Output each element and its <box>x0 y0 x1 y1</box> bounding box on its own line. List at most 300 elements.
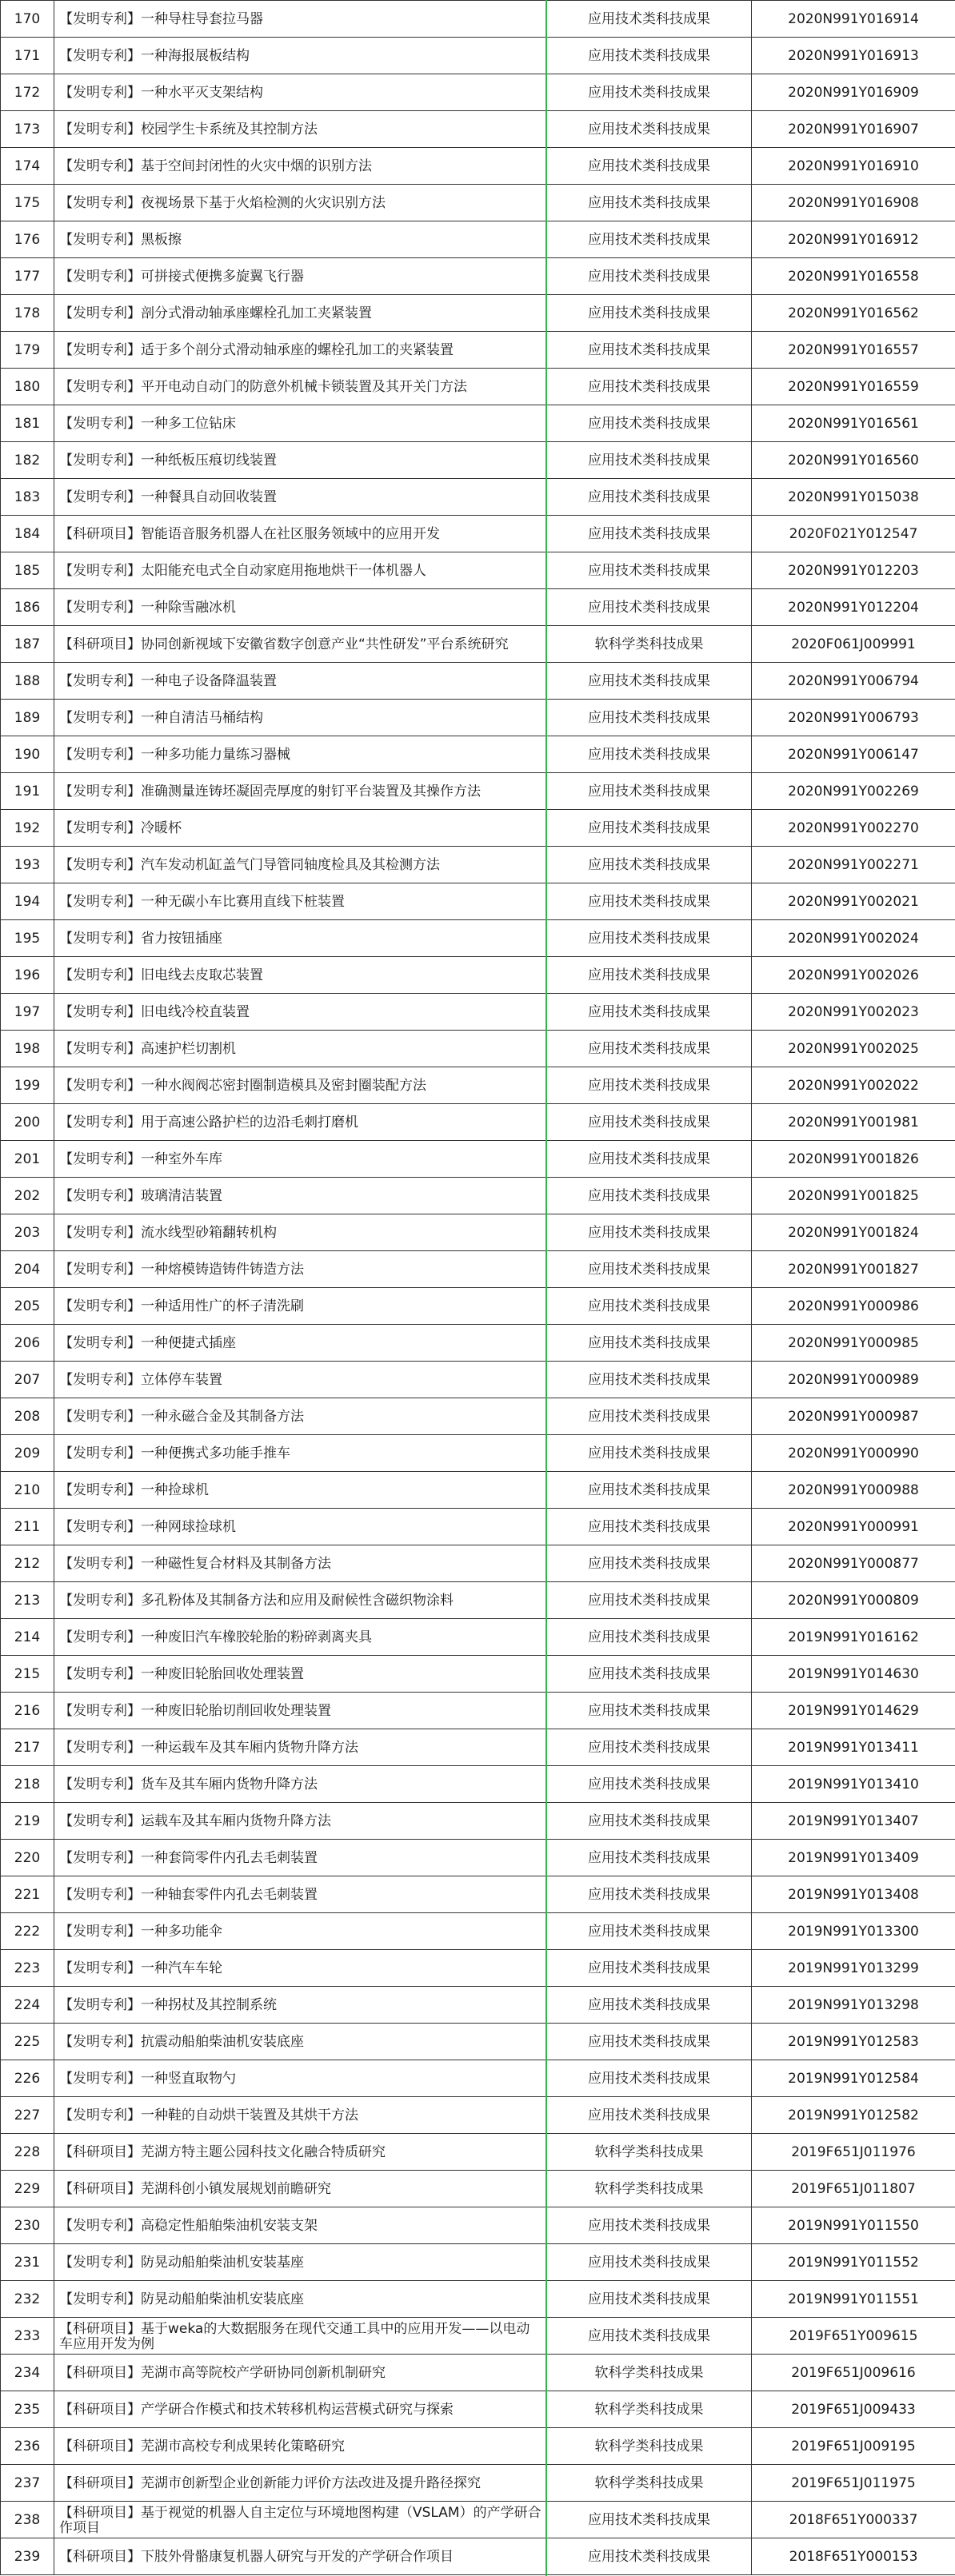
achievement-category-text: 应用技术类科技成果 <box>588 525 710 542</box>
achievement-name-text: 【发明专利】一种运载车及其车厢内货物升降方法 <box>59 1739 358 1756</box>
row-number-cell <box>1 736 54 773</box>
achievement-name-cell <box>54 332 547 369</box>
achievement-category-text: 应用技术类科技成果 <box>588 2070 710 2087</box>
achievement-category-cell <box>547 111 752 148</box>
achievement-name-text: 【发明专利】旧电线冷校直装置 <box>59 1003 250 1020</box>
achievement-name-cell <box>54 2502 547 2538</box>
row-number-cell <box>1 74 54 111</box>
registration-code-cell <box>752 663 955 700</box>
achievement-category-text: 应用技术类科技成果 <box>588 1996 710 2013</box>
table-row <box>1 1729 955 1766</box>
row-number-text: 181 <box>14 415 41 432</box>
registration-code-text: 2019N991Y013300 <box>788 1923 919 1940</box>
achievement-category-cell <box>547 1104 752 1141</box>
registration-code-cell <box>752 920 955 957</box>
achievement-category-text: 应用技术类科技成果 <box>588 1371 710 1388</box>
registration-code-text: 2020F021Y012547 <box>789 525 918 542</box>
row-number-cell <box>1 2097 54 2134</box>
registration-code-text: 2020N991Y006147 <box>788 746 919 763</box>
row-number-cell <box>1 1214 54 1251</box>
table-row <box>1 221 955 258</box>
row-number-text: 235 <box>14 2401 41 2418</box>
achievement-name-cell <box>54 2207 547 2244</box>
row-number-text: 193 <box>14 856 41 873</box>
achievement-category-cell <box>547 626 752 663</box>
achievement-name-text: 【发明专利】太阳能充电式全自动家庭用拖地烘干一体机器人 <box>59 562 426 579</box>
achievement-name-text: 【发明专利】一种餐具自动回收装置 <box>59 488 277 505</box>
registration-code-text: 2020N991Y000809 <box>788 1592 919 1609</box>
achievement-category-cell <box>547 1472 752 1509</box>
row-number-text: 203 <box>14 1224 41 1241</box>
achievement-category-text: 软科学类科技成果 <box>594 2438 704 2454</box>
table-row <box>1 295 955 332</box>
registration-code-cell <box>752 2244 955 2281</box>
registration-code-cell <box>752 2318 955 2355</box>
table-row <box>1 1987 955 2024</box>
row-number-cell <box>1 2281 54 2318</box>
achievement-name-text: 【发明专利】一种适用性广的杯子清洗刷 <box>59 1298 304 1314</box>
table-row <box>1 1325 955 1362</box>
table-row <box>1 442 955 479</box>
achievement-category-text: 应用技术类科技成果 <box>588 1960 710 1976</box>
registration-code-cell <box>752 883 955 920</box>
registration-code-cell <box>752 479 955 516</box>
achievement-name-cell <box>54 810 547 847</box>
row-number-text: 221 <box>14 1886 41 1903</box>
row-number-cell <box>1 2465 54 2502</box>
row-number-text: 177 <box>14 268 41 285</box>
achievement-name-text: 【科研项目】芜湖科创小镇发展规划前瞻研究 <box>59 2180 331 2197</box>
achievement-name-text: 【发明专利】一种多工位钻床 <box>59 415 236 432</box>
table-row <box>1 74 955 111</box>
registration-code-text: 2019N991Y012582 <box>788 2107 919 2123</box>
achievement-name-cell <box>54 1803 547 1840</box>
achievement-category-text: 应用技术类科技成果 <box>588 84 710 101</box>
registration-code-text: 2019N991Y016162 <box>788 1629 919 1645</box>
achievement-category-cell <box>547 185 752 221</box>
table-row <box>1 1509 955 1545</box>
row-number-text: 212 <box>14 1555 41 1572</box>
registration-code-text: 2019F651J011975 <box>791 2474 916 2491</box>
achievement-category-text: 应用技术类科技成果 <box>588 672 710 689</box>
table-row <box>1 1803 955 1840</box>
row-number-cell <box>1 38 54 74</box>
table-row <box>1 516 955 552</box>
row-number-cell <box>1 883 54 920</box>
table-row <box>1 2207 955 2244</box>
table-row <box>1 2097 955 2134</box>
achievement-category-cell <box>547 1803 752 1840</box>
table-row <box>1 1950 955 1987</box>
row-number-text: 191 <box>14 783 41 800</box>
row-number-cell <box>1 2060 54 2097</box>
registration-code-text: 2019N991Y013409 <box>788 1849 919 1866</box>
row-number-cell <box>1 1067 54 1104</box>
table-row <box>1 1656 955 1693</box>
registration-code-cell <box>752 1840 955 1876</box>
achievement-category-text: 应用技术类科技成果 <box>588 1481 710 1498</box>
registration-code-text: 2020N991Y000985 <box>788 1334 919 1351</box>
achievement-category-text: 应用技术类科技成果 <box>588 1739 710 1756</box>
achievement-category-text: 应用技术类科技成果 <box>588 1150 710 1167</box>
row-number-text: 190 <box>14 746 41 763</box>
achievement-name-cell <box>54 1913 547 1950</box>
achievement-name-cell <box>54 516 547 552</box>
achievement-category-text: 应用技术类科技成果 <box>588 1665 710 1682</box>
registration-code-cell <box>752 1325 955 1362</box>
registration-code-text: 2020N991Y002026 <box>788 967 919 983</box>
achievement-category-text: 应用技术类科技成果 <box>588 1923 710 1940</box>
registration-code-text: 2020N991Y016558 <box>788 268 919 285</box>
achievement-name-cell <box>54 994 547 1031</box>
achievement-name-cell <box>54 2318 547 2355</box>
achievement-category-text: 应用技术类科技成果 <box>588 1040 710 1057</box>
row-number-text: 217 <box>14 1739 41 1756</box>
row-number-cell <box>1 1803 54 1840</box>
achievement-name-cell <box>54 1251 547 1288</box>
achievement-name-text: 【发明专利】一种电子设备降温装置 <box>59 672 277 689</box>
achievement-category-text: 应用技术类科技成果 <box>588 1261 710 1278</box>
row-number-text: 185 <box>14 562 41 579</box>
row-number-cell <box>1 1876 54 1913</box>
achievement-name-cell <box>54 1619 547 1656</box>
registration-code-text: 2020F061J009991 <box>791 636 916 652</box>
registration-code-cell <box>752 994 955 1031</box>
registration-code-cell <box>752 2538 955 2575</box>
achievement-category-cell <box>547 2097 752 2134</box>
achievement-name-text: 【发明专利】一种便捷式插座 <box>59 1334 236 1351</box>
achievement-category-cell <box>547 2024 752 2060</box>
achievement-category-cell <box>547 1435 752 1472</box>
row-number-cell <box>1 589 54 626</box>
achievement-name-text: 【发明专利】可拼接式便携多旋翼飞行器 <box>59 268 304 285</box>
registration-code-cell <box>752 1251 955 1288</box>
row-number-text: 231 <box>14 2254 41 2271</box>
achievement-name-cell <box>54 1509 547 1545</box>
achievement-name-cell <box>54 1766 547 1803</box>
achievement-category-text: 应用技术类科技成果 <box>588 121 710 138</box>
registration-code-cell <box>752 442 955 479</box>
achievement-name-cell <box>54 405 547 442</box>
achievement-name-cell <box>54 2244 547 2281</box>
registration-code-cell <box>752 1 955 38</box>
achievement-name-cell <box>54 700 547 736</box>
achievement-category-cell <box>547 258 752 295</box>
row-number-cell <box>1 111 54 148</box>
registration-code-cell <box>752 1656 955 1693</box>
registration-code-text: 2020N991Y000991 <box>788 1518 919 1535</box>
row-number-cell <box>1 2024 54 2060</box>
achievement-category-cell <box>547 2355 752 2391</box>
achievement-category-cell <box>547 442 752 479</box>
achievement-category-cell <box>547 1545 752 1582</box>
achievement-category-text: 应用技术类科技成果 <box>588 1408 710 1425</box>
achievement-name-cell <box>54 2538 547 2575</box>
achievement-category-cell <box>547 1325 752 1362</box>
registration-code-text: 2020N991Y002025 <box>788 1040 919 1057</box>
row-number-cell <box>1 516 54 552</box>
table-row <box>1 369 955 405</box>
registration-code-text: 2019F651J009195 <box>791 2438 916 2454</box>
achievement-category-text: 应用技术类科技成果 <box>588 1334 710 1351</box>
row-number-cell <box>1 1545 54 1582</box>
achievement-name-cell <box>54 1398 547 1435</box>
achievement-category-text: 软科学类科技成果 <box>594 2474 704 2491</box>
registration-code-text: 2020N991Y012204 <box>788 599 919 616</box>
registration-code-text: 2020N991Y002021 <box>788 893 919 910</box>
achievement-name-text: 【发明专利】省力按钮插座 <box>59 930 222 947</box>
row-number-text: 215 <box>14 1665 41 1682</box>
achievement-category-text: 应用技术类科技成果 <box>588 194 710 211</box>
achievement-name-cell <box>54 74 547 111</box>
row-number-text: 229 <box>14 2180 41 2197</box>
achievement-name-cell <box>54 663 547 700</box>
registration-code-text: 2020N991Y016913 <box>788 47 919 64</box>
achievement-category-text: 应用技术类科技成果 <box>588 709 710 726</box>
achievement-name-cell <box>54 2391 547 2428</box>
achievement-name-cell <box>54 258 547 295</box>
achievement-name-cell <box>54 2281 547 2318</box>
achievement-name-text: 【发明专利】一种套筒零件内孔去毛刺装置 <box>59 1849 318 1866</box>
registration-code-cell <box>752 1178 955 1214</box>
achievement-category-text: 应用技术类科技成果 <box>588 341 710 358</box>
registration-code-text: 2019N991Y011551 <box>788 2291 919 2307</box>
registration-code-cell <box>752 111 955 148</box>
table-row <box>1 589 955 626</box>
row-number-text: 210 <box>14 1481 41 1498</box>
registration-code-text: 2019F651Y009615 <box>789 2327 918 2344</box>
row-number-text: 226 <box>14 2070 41 2087</box>
table-row <box>1 2171 955 2207</box>
table-row <box>1 2024 955 2060</box>
registration-code-text: 2019N991Y012584 <box>788 2070 919 2087</box>
achievement-name-text: 【发明专利】一种鞋的自动烘干装置及其烘干方法 <box>59 2107 358 2123</box>
registration-code-cell <box>752 2171 955 2207</box>
row-number-cell <box>1 1 54 38</box>
achievement-name-cell <box>54 1067 547 1104</box>
achievement-name-text: 【发明专利】基于空间封闭性的火灾中烟的识别方法 <box>59 158 372 174</box>
achievement-category-text: 应用技术类科技成果 <box>588 1445 710 1461</box>
achievement-name-text: 【科研项目】基于weka的大数据服务在现代交通工具中的应用开发——以电动车应用开发为例 <box>59 2321 530 2352</box>
achievement-category-cell <box>547 883 752 920</box>
achievement-category-cell <box>547 920 752 957</box>
achievement-name-cell <box>54 2134 547 2171</box>
registration-code-text: 2018F651Y000337 <box>789 2511 918 2528</box>
achievement-name-text: 【发明专利】一种室外车库 <box>59 1150 222 1167</box>
table-row <box>1 258 955 295</box>
registration-code-cell <box>752 1398 955 1435</box>
table-row <box>1 1398 955 1435</box>
registration-code-text: 2019N991Y013407 <box>788 1812 919 1829</box>
achievement-name-text: 【发明专利】玻璃清洁装置 <box>59 1187 222 1204</box>
achievement-category-cell <box>547 1913 752 1950</box>
achievement-name-text: 【发明专利】汽车发动机缸盖气门导管同轴度检具及其检测方法 <box>59 856 440 873</box>
row-number-text: 213 <box>14 1592 41 1609</box>
achievement-name-text: 【发明专利】货车及其车厢内货物升降方法 <box>59 1776 318 1792</box>
achievement-category-text: 应用技术类科技成果 <box>588 231 710 248</box>
achievement-category-text: 应用技术类科技成果 <box>588 599 710 616</box>
row-number-cell <box>1 1472 54 1509</box>
achievement-name-cell <box>54 1141 547 1178</box>
registration-code-cell <box>752 221 955 258</box>
row-number-text: 179 <box>14 341 41 358</box>
achievement-category-cell <box>547 736 752 773</box>
achievement-category-text: 应用技术类科技成果 <box>588 1886 710 1903</box>
achievement-category-cell <box>547 847 752 883</box>
achievement-category-cell <box>547 2244 752 2281</box>
achievement-category-text: 应用技术类科技成果 <box>588 1298 710 1314</box>
registration-code-text: 2019N991Y013299 <box>788 1960 919 1976</box>
row-number-cell <box>1 1325 54 1362</box>
registration-code-cell <box>752 1876 955 1913</box>
registration-code-cell <box>752 1141 955 1178</box>
registration-code-text: 2020N991Y001825 <box>788 1187 919 1204</box>
achievement-name-text: 【科研项目】智能语音服务机器人在社区服务领域中的应用开发 <box>59 525 440 542</box>
registration-code-text: 2020N991Y001826 <box>788 1150 919 1167</box>
achievement-name-cell <box>54 1876 547 1913</box>
registration-code-text: 2020N991Y015038 <box>788 488 919 505</box>
table-row <box>1 773 955 810</box>
registration-code-cell <box>752 295 955 332</box>
achievement-category-text: 应用技术类科技成果 <box>588 2291 710 2307</box>
row-number-cell <box>1 1509 54 1545</box>
achievement-category-text: 应用技术类科技成果 <box>588 2511 710 2528</box>
row-number-text: 186 <box>14 599 41 616</box>
table-row <box>1 1435 955 1472</box>
registration-code-cell <box>752 185 955 221</box>
table-row <box>1 2428 955 2465</box>
row-number-text: 173 <box>14 121 41 138</box>
registration-code-cell <box>752 1766 955 1803</box>
achievement-category-text: 应用技术类科技成果 <box>588 967 710 983</box>
achievement-category-text: 应用技术类科技成果 <box>588 1187 710 1204</box>
row-number-text: 206 <box>14 1334 41 1351</box>
achievement-category-text: 应用技术类科技成果 <box>588 378 710 395</box>
table-row <box>1 1362 955 1398</box>
registration-code-text: 2020N991Y002023 <box>788 1003 919 1020</box>
row-number-cell <box>1 1913 54 1950</box>
registration-code-cell <box>752 1803 955 1840</box>
row-number-cell <box>1 663 54 700</box>
table-row <box>1 994 955 1031</box>
achievement-category-text: 应用技术类科技成果 <box>588 1224 710 1241</box>
registration-code-text: 2019F651J011807 <box>791 2180 916 2197</box>
row-number-cell <box>1 2538 54 2575</box>
registration-code-cell <box>752 552 955 589</box>
achievement-name-cell <box>54 589 547 626</box>
achievement-name-text: 【发明专利】一种磁性复合材料及其制备方法 <box>59 1555 331 1572</box>
row-number-cell <box>1 1693 54 1729</box>
row-number-cell <box>1 626 54 663</box>
registration-code-text: 2020N991Y002270 <box>788 819 919 836</box>
achievement-category-text: 应用技术类科技成果 <box>588 1702 710 1719</box>
achievement-name-cell <box>54 552 547 589</box>
achievement-name-text: 【发明专利】一种海报展板结构 <box>59 47 250 64</box>
registration-code-cell <box>752 700 955 736</box>
row-number-cell <box>1 920 54 957</box>
registration-code-text: 2019N991Y013298 <box>788 1996 919 2013</box>
registration-code-cell <box>752 1619 955 1656</box>
row-number-cell <box>1 332 54 369</box>
achievement-category-text: 应用技术类科技成果 <box>588 47 710 64</box>
registration-code-text: 2020N991Y002271 <box>788 856 919 873</box>
achievement-name-text: 【发明专利】一种捡球机 <box>59 1481 209 1498</box>
table-row <box>1 2244 955 2281</box>
registration-code-text: 2020N991Y001827 <box>788 1261 919 1278</box>
registration-code-cell <box>752 1582 955 1619</box>
achievement-category-text: 软科学类科技成果 <box>594 2401 704 2418</box>
achievement-category-cell <box>547 369 752 405</box>
achievement-name-text: 【发明专利】一种除雪融冰机 <box>59 599 236 616</box>
row-number-cell <box>1 2207 54 2244</box>
row-number-text: 183 <box>14 488 41 505</box>
achievement-name-cell <box>54 1656 547 1693</box>
row-number-cell <box>1 1141 54 1178</box>
column-edge-highlight <box>545 0 547 2576</box>
registration-code-cell <box>752 957 955 994</box>
achievement-name-text: 【发明专利】一种自清洁马桶结构 <box>59 709 263 726</box>
registration-code-cell <box>752 2097 955 2134</box>
achievement-name-cell <box>54 847 547 883</box>
achievement-category-cell <box>547 994 752 1031</box>
row-number-text: 201 <box>14 1150 41 1167</box>
row-number-text: 218 <box>14 1776 41 1792</box>
achievement-category-text: 软科学类科技成果 <box>594 2180 704 2197</box>
table-row <box>1 1031 955 1067</box>
row-number-cell <box>1 1104 54 1141</box>
registration-code-text: 2020N991Y002269 <box>788 783 919 800</box>
achievement-category-text: 软科学类科技成果 <box>594 2143 704 2160</box>
table-row <box>1 111 955 148</box>
registration-code-text: 2020N991Y016560 <box>788 452 919 469</box>
table-row <box>1 2281 955 2318</box>
achievement-name-text: 【发明专利】防晃动船舶柴油机安装基座 <box>59 2254 304 2271</box>
row-number-text: 196 <box>14 967 41 983</box>
achievement-name-cell <box>54 442 547 479</box>
table-row <box>1 626 955 663</box>
registration-code-text: 2020N991Y016912 <box>788 231 919 248</box>
table-row <box>1 148 955 185</box>
row-number-text: 189 <box>14 709 41 726</box>
achievement-category-cell <box>547 516 752 552</box>
achievement-name-cell <box>54 957 547 994</box>
achievement-name-text: 【发明专利】适于多个剖分式滑动轴承座的螺栓孔加工的夹紧装置 <box>59 341 454 358</box>
achievement-name-cell <box>54 38 547 74</box>
achievement-name-cell <box>54 2355 547 2391</box>
achievement-name-text: 【发明专利】一种废旧轮胎切削回收处理装置 <box>59 1702 331 1719</box>
registration-code-cell <box>752 1509 955 1545</box>
registration-code-text: 2020N991Y006794 <box>788 672 919 689</box>
achievement-category-cell <box>547 38 752 74</box>
registration-code-text: 2019F651J009616 <box>791 2364 916 2381</box>
achievement-category-text: 应用技术类科技成果 <box>588 2107 710 2123</box>
achievement-name-cell <box>54 883 547 920</box>
row-number-text: 222 <box>14 1923 41 1940</box>
table-row <box>1 2134 955 2171</box>
row-number-cell <box>1 1950 54 1987</box>
achievement-name-cell <box>54 2428 547 2465</box>
achievement-category-text: 应用技术类科技成果 <box>588 415 710 432</box>
registration-code-cell <box>752 2281 955 2318</box>
registration-code-cell <box>752 1435 955 1472</box>
registration-code-cell <box>752 405 955 442</box>
table-row <box>1 2355 955 2391</box>
achievement-category-cell <box>547 663 752 700</box>
achievement-name-text: 【发明专利】校园学生卡系统及其控制方法 <box>59 121 318 138</box>
achievement-category-text: 应用技术类科技成果 <box>588 2217 710 2234</box>
row-number-cell <box>1 1582 54 1619</box>
row-number-cell <box>1 185 54 221</box>
